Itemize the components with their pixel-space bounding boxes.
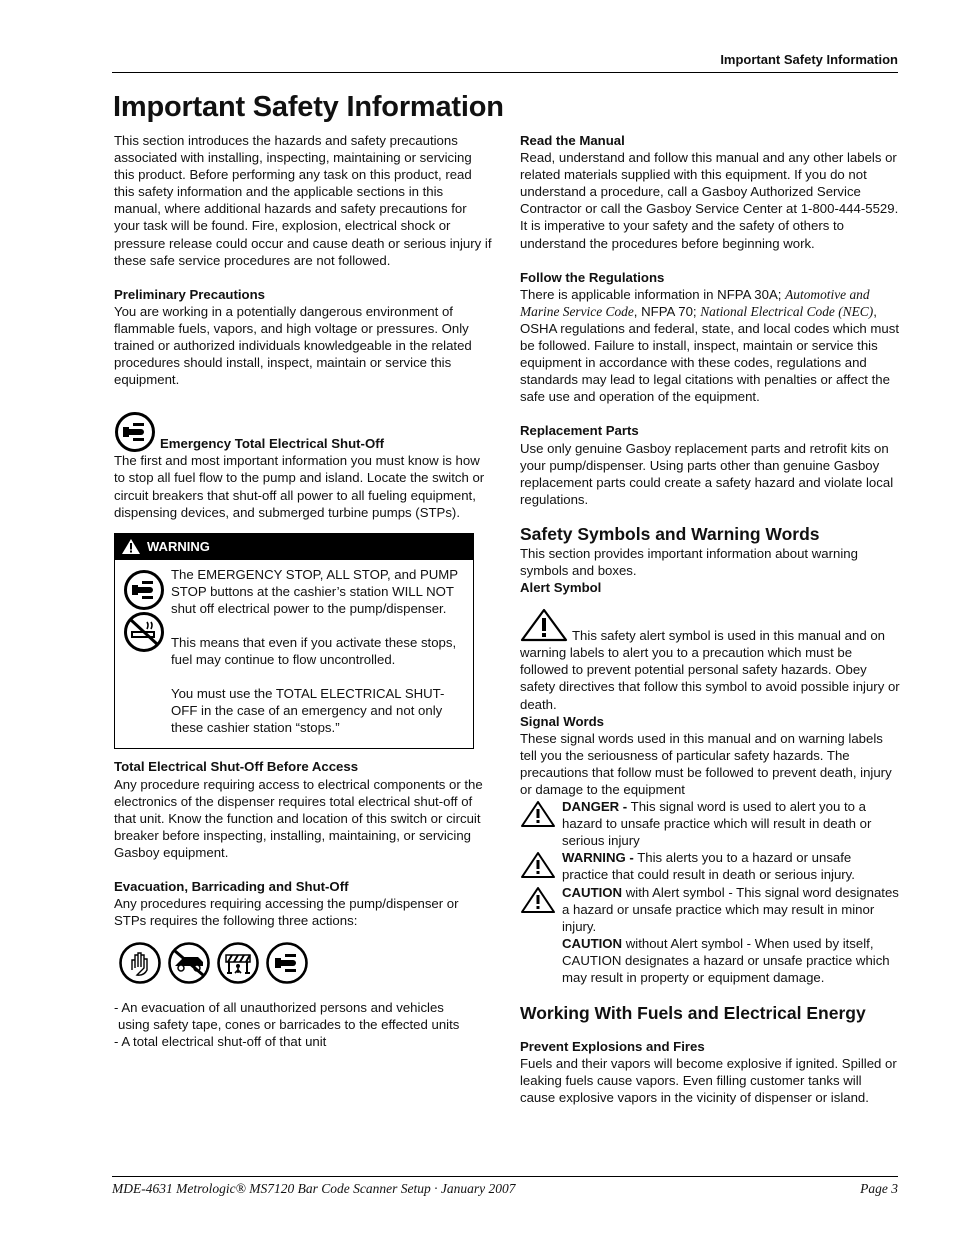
preliminary-heading: Preliminary Precautions [114,286,265,302]
warning-text [171,566,467,737]
explosions-heading: Prevent Explosions and Fires [520,1039,705,1055]
signal-danger [520,798,900,849]
caution-word-no-symbol: CAUTION [562,935,623,951]
warning-box-label: WARNING [147,539,210,555]
footer-page-number: Page 3 [860,1181,898,1196]
parts-heading: Replacement Parts [520,423,639,439]
warning-paragraph-1: The EMERGENCY STOP, ALL STOP, and PUMP STOP buttons at the cashier’s station WILL NOT shut off electrical power to the pump/dispenser. [171,566,458,616]
evacuation-item-1: - An evacuation of all unauthorized persons and vehicles [114,1000,444,1016]
alert-triangle-icon [520,851,556,879]
regulations-heading: Follow the Regulations [520,269,665,285]
fuels-heading: Working With Fuels and Electrical Energy [520,1003,866,1024]
barricade-icon [216,942,260,984]
manual-heading: Read the Manual [520,133,625,148]
signal-words-heading: Signal Words [520,713,605,729]
running-header-text: Important Safety Information [720,52,898,67]
total-shutoff-heading: Total Electrical Shut-Off Before Access [114,759,359,775]
left-column [114,132,492,1051]
warning-word: WARNING - [562,850,634,866]
page-footer [112,1176,898,1197]
regulations-text-a: There is applicable information in NFPA 30A; [520,286,786,302]
danger-text: This signal word is used to alert you to a hazard to unsafe practice which will result in death or serious injury [562,799,872,849]
alert-triangle-icon [121,538,141,555]
alert-triangle-icon [520,886,556,914]
warning-box-body [115,560,473,749]
parts-paragraph: Use only genuine Gasboy replacement parts and retrofit kits on your pump/dispenser. Using parts other than genuine Gasboy replacement parts could create a safety hazard and violate local regulations. [520,440,894,507]
manual-paragraph: Read, understand and follow this manual and any other labels or related materials supplied with this equipment. If you do not understand a procedure, call a Gasboy Authorized Service Contractor or call the Gasboy Service Center at 1-800-444-5529. It is imperative to your safety and the safety of others to understand the procedures before beginning work. [520,150,899,251]
regulations-code-2: National Electrical Code (NEC) [700,303,874,319]
warning-paragraph-2: This means that even if you activate these stops, fuel may continue to flow uncontrolled. [171,634,457,668]
preliminary-paragraph: You are working in a potentially dangerous environment of flammable fuels, vapors, and high voltage or pressures. Only trained or authorized individuals knowledgeable in the related procedures should install, inspect, maintain or service this equipment. [114,303,472,388]
evacuation-paragraph: Any procedures requiring accessing the pump/dispenser or STPs requires the following three actions: [114,896,459,929]
page-title: Important Safety Information [113,91,504,123]
warning-paragraph-3: You must use the TOTAL ELECTRICAL SHUT-OFF in the case of an emergency and not only these cashier station “stops.” [171,686,445,736]
evacuation-item-1-continued: using safety tape, cones or barricades to the effected units [118,1017,460,1033]
alert-triangle-icon [520,800,556,828]
footer-document-title: MDE-4631 Metrologic® MS7120 Bar Code Scanner Setup · January 2007 [112,1181,516,1196]
hand-switch-icon [114,412,158,452]
warning-text-signal: This alerts you to a hazard or unsafe practice that could result in death or serious injury. [562,850,855,883]
regulations-code-1: Automotive and Marine Service Code [520,286,870,319]
emergency-paragraph: The first and most important information you must know is how to stop all fuel flow to the pump and island. Locate the switch or circuit breakers that shut-off all power to all fueling equipment, dispensing devices, and submerged turbine pumps (STPs). [114,453,485,520]
total-shutoff-paragraph: Any procedure requiring access to electrical components or the electronics of the dispenser requires total electrical shut-off of that unit. Know the function and location of this switch or circuit breaker before inspecting, installing, maintaining, or servicing Gasboy equipment. [114,776,483,860]
hand-stop-icon [118,942,162,984]
caution-word: CAUTION [562,884,623,900]
no-smoking-icon [123,612,165,652]
no-vehicle-icon [167,942,211,984]
evacuation-icons [118,942,492,984]
signal-caution-no-symbol [520,935,900,986]
regulations-paragraph [520,286,900,406]
caution-no-symbol-text: without Alert symbol - When used by itself, CAUTION designates a hazard or unsafe practice which may result in property or equipment damage. [562,935,890,986]
symbols-heading: Safety Symbols and Warning Words [520,523,820,544]
alert-symbol-heading: Alert Symbol [520,580,602,596]
intro-paragraph: This section introduces the hazards and safety precautions associated with installing, inspecting, maintaining or servicing this product. Before performing any task on this product, read this safety information and the applicable sections in this manual, where additional hazards and safety precautions for your task will be found. Fire, explosion, electrical shock or pressure release could occur and cause death or serious injury if these safe service procedures are not followed. [114,133,492,268]
emergency-heading: Emergency Total Electrical Shut-Off [160,436,384,452]
alert-paragraph [520,608,900,712]
regulations-text-c: , NFPA 70; [633,303,701,319]
signal-words-paragraph: These signal words used in this manual and on warning labels tell you the seriousness of particular safety hazards. The precautions that follow must be followed to prevent death, injury or damage to the equipment [520,730,892,797]
signal-word-list [520,798,900,986]
evacuation-item-2: - A total electrical shut-off of that unit [114,1034,327,1050]
warning-box-header [115,534,473,560]
regulations-text-e: , OSHA regulations and federal, state, and local codes which must be followed. Failure to install, inspect, maintain or service this equipment in accordance with these codes, regulations and standards may lead to legal citations with penalties or affect the safe use and operation of the equipment. [520,303,899,405]
alert-text: This safety alert symbol is used in this manual and on warning labels to alert you to a precaution which must be followed to prevent potential personal safety hazards. Obey safety directives that follow this symbol to avoid possible injury or death. [520,628,900,712]
explosions-paragraph: Fuels and their vapors will become explosive if ignited. Spilled or leaking fuels cause vapors. Even filling customer tanks will cause explosive vapors in the vicinity of dispenser or island. [520,1056,897,1106]
hand-switch-icon [265,942,309,984]
caution-text: with Alert symbol - This signal word designates a hazard or unsafe practice which may result in minor injury. [562,884,899,934]
warning-box [114,533,474,750]
evacuation-heading: Evacuation, Barricading and Shut-Off [114,879,349,894]
signal-warning [520,849,900,883]
running-header [112,52,898,73]
symbols-paragraph: This section provides important information about warning symbols and boxes. [520,545,858,578]
danger-word: DANGER - [562,799,628,815]
emergency-heading-row [114,412,492,452]
signal-caution [520,884,900,935]
right-column [520,132,900,1107]
hand-switch-icon [123,570,165,610]
alert-triangle-icon [520,608,568,642]
warning-icons [117,566,171,737]
